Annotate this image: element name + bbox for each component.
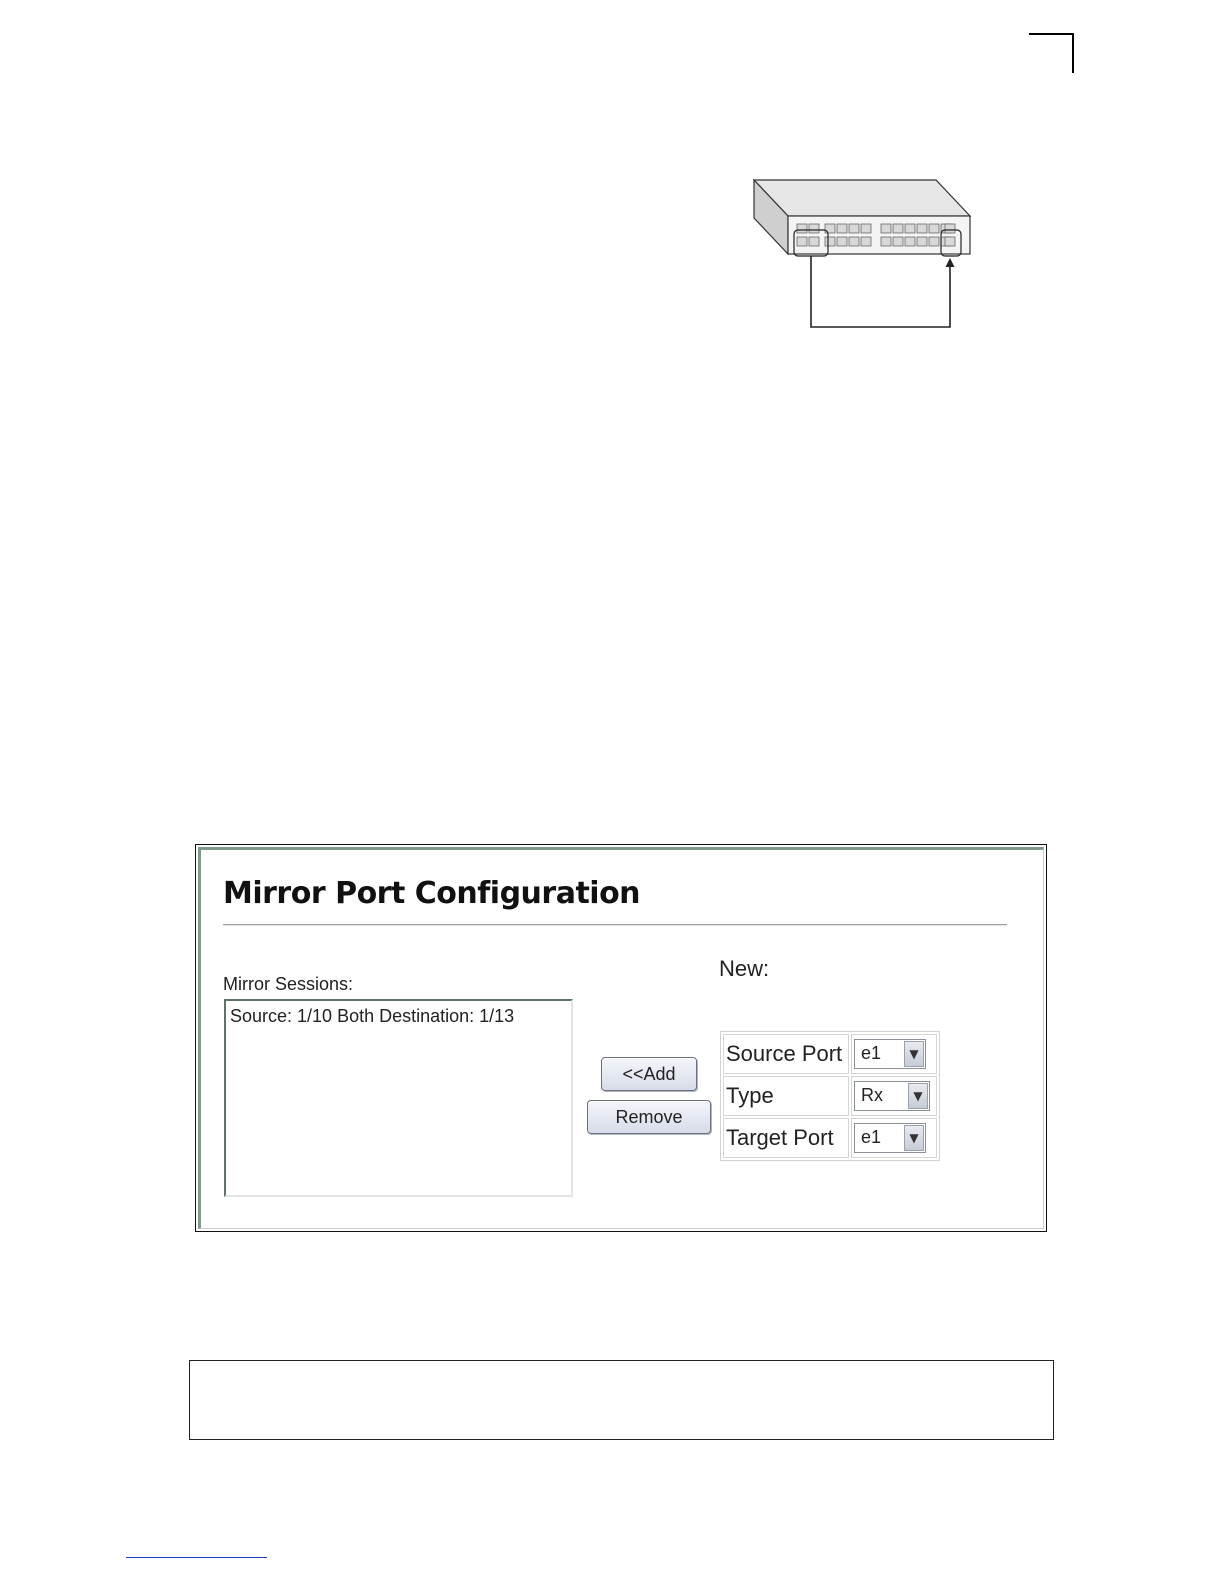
port-block: [809, 224, 819, 233]
port-block: [881, 237, 891, 246]
port-block: [825, 237, 835, 246]
port-block: [837, 224, 847, 233]
switch-icon: [750, 172, 980, 332]
port-block: [929, 237, 939, 246]
source-port-label: Source Port: [723, 1034, 849, 1074]
mirror-sessions-label: Mirror Sessions:: [223, 974, 354, 994]
port-block: [917, 237, 927, 246]
type-row: [723, 1076, 937, 1116]
port-block: [905, 237, 915, 246]
target-port-row: [723, 1118, 937, 1158]
chevron-down-icon[interactable]: ▼: [908, 1083, 928, 1109]
port-block: [893, 237, 903, 246]
type-label: Type: [723, 1076, 849, 1116]
new-session-form: [720, 1031, 940, 1161]
source-port-row: [723, 1034, 937, 1074]
port-block: [945, 237, 955, 246]
port-block: [929, 224, 939, 233]
new-session-label: New:: [719, 956, 770, 981]
remove-button[interactable]: Remove: [587, 1100, 711, 1134]
port-block: [861, 237, 871, 246]
source-port-value: e1: [861, 1043, 882, 1063]
port-block: [893, 224, 903, 233]
port-block: [825, 224, 835, 233]
port-block: [797, 237, 807, 246]
title-divider: [223, 924, 1007, 926]
mirror-port-panel: [198, 847, 1044, 1229]
port-block: [881, 224, 891, 233]
add-button[interactable]: <<Add: [601, 1057, 697, 1091]
port-block: [809, 237, 819, 246]
note-box: [189, 1360, 1054, 1440]
port-block: [945, 224, 955, 233]
port-block: [861, 224, 871, 233]
chevron-down-icon[interactable]: ▼: [904, 1125, 924, 1151]
type-value: Rx: [861, 1085, 883, 1105]
footer-link[interactable]: [126, 1557, 267, 1558]
chevron-down-icon[interactable]: ▼: [904, 1041, 924, 1067]
port-block: [849, 224, 859, 233]
target-port-label: Target Port: [723, 1118, 849, 1158]
crop-mark-vertical: [1072, 33, 1074, 73]
list-item[interactable]: Source: 1/10 Both Destination: 1/13: [230, 1006, 515, 1026]
screenshot-frame: [195, 844, 1047, 1232]
type-select[interactable]: [854, 1081, 930, 1111]
mirror-sessions-listbox[interactable]: [224, 999, 573, 1197]
target-port-value: e1: [861, 1127, 882, 1147]
source-port-select[interactable]: [854, 1039, 926, 1069]
port-block: [797, 224, 807, 233]
port-block: [837, 237, 847, 246]
target-port-select[interactable]: [854, 1123, 926, 1153]
port-block: [917, 224, 927, 233]
page-title: Mirror Port Configuration: [223, 876, 641, 911]
crop-mark-horizontal: [1029, 33, 1074, 35]
port-block: [849, 237, 859, 246]
port-block: [905, 224, 915, 233]
